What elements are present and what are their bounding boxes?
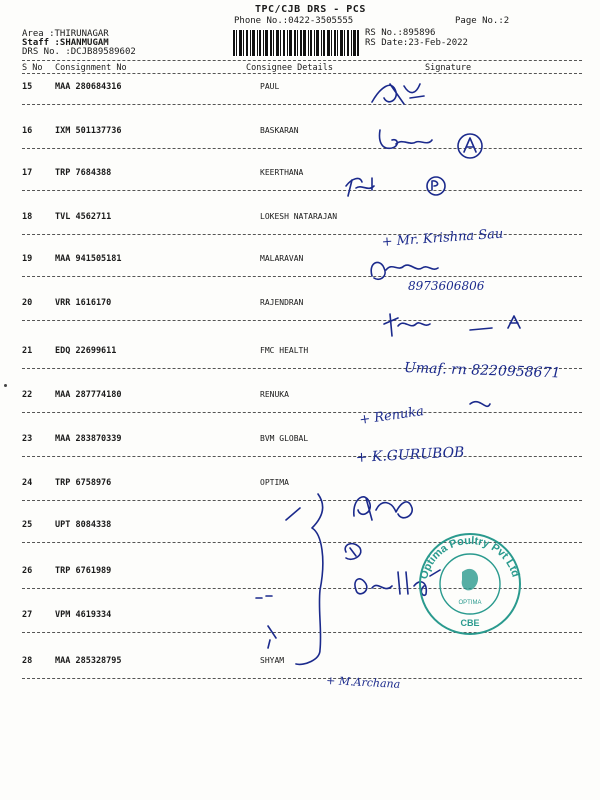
row-consignment-number: VRR 1616170 (55, 298, 112, 308)
row-serial-number: 22 (22, 390, 33, 400)
rs-date: RS Date:23-Feb-2022 (365, 38, 468, 48)
row-consignee-name: PAUL (260, 82, 280, 91)
signature-row-15 (372, 84, 424, 104)
row-consignee-name: FMC HEALTH (260, 346, 309, 355)
row-serial-number: 27 (22, 610, 33, 620)
row-serial-number: 15 (22, 82, 33, 92)
row-consignee-name: KEERTHANA (260, 168, 304, 177)
row-serial-number: 26 (22, 566, 33, 576)
row-serial-number: 18 (22, 212, 33, 222)
row-consignee-name: OPTIMA (260, 478, 289, 487)
row-serial-number: 28 (22, 656, 33, 666)
scribble-row-24 (286, 508, 300, 520)
row-consignment-number: TRP 6758976 (55, 478, 112, 488)
row-consignment-number: MAA 287774180 (55, 390, 122, 400)
row-consignee-name: LOKESH NATARAJAN (260, 212, 338, 221)
stamp-city: CBE (460, 618, 480, 628)
handwriting-row-28: + M.Archana (325, 674, 401, 691)
drs-number: DRS No. :DCJB89589602 (22, 47, 136, 57)
row-consignment-number: TVL 4562711 (55, 212, 112, 222)
column-consignee: Consignee Details (246, 63, 333, 73)
row-consignment-number: MAA 285328795 (55, 656, 122, 666)
row-consignee-name: SHYAM (260, 656, 285, 665)
page-number: Page No.:2 (455, 16, 510, 26)
scribble-row-26 (256, 596, 272, 598)
row-consignee-name: BVM GLOBAL (260, 434, 309, 443)
document-title: TPC/CJB DRS - PCS (255, 4, 366, 15)
row-serial-number: 20 (22, 298, 33, 308)
row-consignment-number: MAA 280684316 (55, 82, 122, 92)
row-consignment-number: VPM 4619334 (55, 610, 112, 620)
row-serial-number: 24 (22, 478, 33, 488)
row-serial-number: 17 (22, 168, 33, 178)
row-serial-number: 23 (22, 434, 33, 444)
signature-row-24 (354, 497, 412, 520)
row-consignment-number: MAA 941505181 (55, 254, 122, 264)
bracket-mark (296, 494, 323, 664)
row-consignment-number: TRP 6761989 (55, 566, 112, 576)
area-label: Area :THIRUNAGAR (22, 29, 109, 39)
row-serial-number: 21 (22, 346, 33, 356)
row-consignment-number: IXM 501137736 (55, 126, 122, 136)
row-consignment-number: TRP 7684388 (55, 168, 112, 178)
company-stamp (418, 534, 522, 634)
row-consignee-name: RENUKA (260, 390, 289, 399)
signature-row-26 (345, 544, 361, 560)
handwriting-row-19-phone: 8973606806 (408, 279, 485, 293)
row-consignee-name: RAJENDRAN (260, 298, 304, 307)
staff-label: Staff :SHANMUGAM (22, 38, 109, 48)
signature-row-19 (371, 262, 438, 279)
column-sno: S No (22, 63, 43, 73)
column-signature: Signature (425, 63, 472, 73)
punch-hole-mark (4, 384, 7, 387)
stamp-inner-text: OPTIMA (458, 600, 482, 606)
row-serial-number: 25 (22, 520, 33, 530)
row-consignment-number: MAA 283870339 (55, 434, 122, 444)
row-consignment-number: EDQ 22699611 (55, 346, 117, 356)
handwriting-row-18: + Mr. Krishna Sau (381, 226, 504, 250)
signature-row-17 (346, 178, 374, 196)
row-serial-number: 19 (22, 254, 33, 264)
row-consignee-name: BASKARAN (260, 126, 299, 135)
signature-row-16 (380, 130, 433, 148)
column-consignment: Consignment No (55, 63, 127, 73)
row-serial-number: 16 (22, 126, 33, 136)
handwriting-row-21: Umaf. rn 8220958671 (403, 360, 561, 382)
phone-number: Phone No.:0422-3505555 (234, 16, 354, 26)
row-consignee-name: MALARAVAN (260, 254, 304, 263)
handwriting-row-22: + Renuka (358, 404, 425, 428)
row-consignment-number: UPT 8084338 (55, 520, 112, 530)
stamp-outer-text: Optima Poultry Pvt Ltd (417, 534, 522, 581)
scribble-row-27 (268, 626, 276, 648)
signature-row-20 (384, 314, 492, 336)
rs-number: RS No.:895896 (365, 28, 436, 38)
scribble-row-22 (470, 402, 490, 407)
handwriting-row-23: + K.GURUBOB (355, 444, 465, 466)
